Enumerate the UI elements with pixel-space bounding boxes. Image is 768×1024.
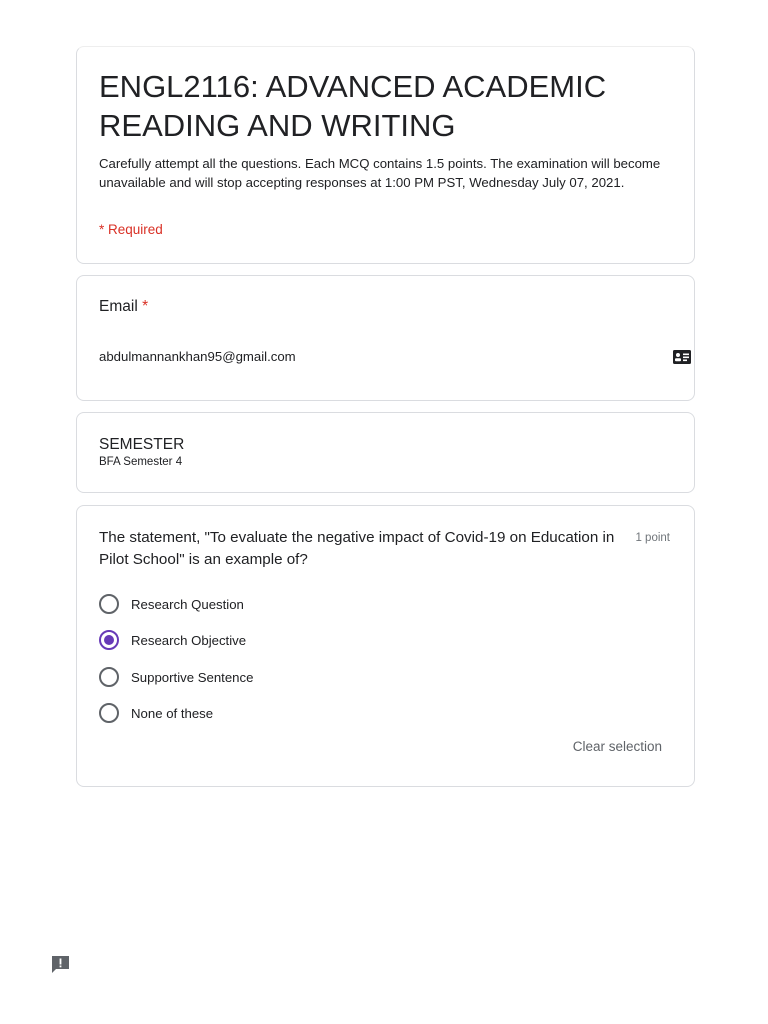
radio-button[interactable] xyxy=(99,703,119,723)
option-none-of-these[interactable] xyxy=(99,702,213,724)
form-header-card xyxy=(76,46,695,264)
form-title: ENGL2116: ADVANCED ACADEMIC READING AND WRITING xyxy=(99,69,607,143)
email-card xyxy=(76,275,695,401)
email-label xyxy=(99,298,148,316)
required-note: * Required xyxy=(99,222,163,237)
option-supportive-sentence[interactable] xyxy=(99,666,253,688)
form-description: Carefully attempt all the questions. Each MCQ contains 1.5 points. The examination will become unavailable and will stop accepting responses at 1:00 PM PST, Wednesday July 07, 2021. xyxy=(99,156,661,190)
clear-selection-button[interactable]: Clear selection xyxy=(572,739,662,754)
contact-card-icon xyxy=(673,350,691,364)
option-research-objective[interactable] xyxy=(99,629,246,651)
report-feedback-icon[interactable] xyxy=(50,954,71,975)
question-card xyxy=(76,505,695,787)
points-label: 1 point xyxy=(635,532,670,544)
radio-button[interactable] xyxy=(99,667,119,687)
option-label: None of these xyxy=(131,705,214,721)
radio-button[interactable] xyxy=(99,594,119,614)
option-label: Research Objective xyxy=(131,632,247,648)
question-text: The statement, "To evaluate the negative impact of Covid-19 on Education in Pilot School" is an example of? xyxy=(99,529,615,568)
required-star: * xyxy=(142,298,149,315)
option-label: Supportive Sentence xyxy=(131,669,254,685)
section-title: SEMESTER xyxy=(99,436,185,453)
radio-button-selected[interactable] xyxy=(99,630,119,650)
email-label-text: Email xyxy=(99,298,138,315)
option-research-question[interactable] xyxy=(99,593,244,615)
email-value: abdulmannankhan95@gmail.com xyxy=(99,349,296,364)
semester-card xyxy=(76,412,695,493)
section-subtitle: BFA Semester 4 xyxy=(99,456,183,468)
option-label: Research Question xyxy=(131,596,244,612)
